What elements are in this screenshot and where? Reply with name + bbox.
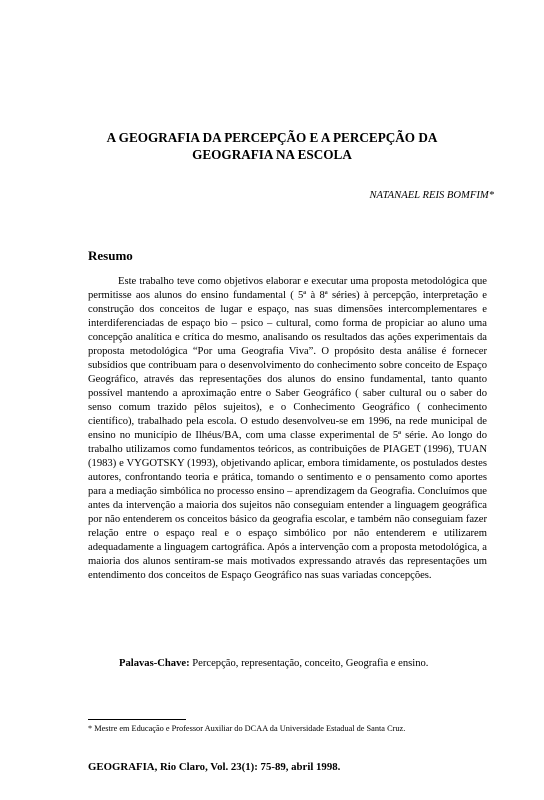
article-title [60, 129, 484, 163]
keywords [119, 657, 489, 671]
footnote-divider [88, 719, 186, 720]
keywords-text: Percepção, representação, conceito, Geografia e ensino. [192, 658, 429, 669]
article-title-line-2: GEOGRAFIA NA ESCOLA [192, 147, 352, 162]
keywords-label: Palavas-Chave: [119, 658, 190, 669]
journal-citation-footer: GEOGRAFIA, Rio Claro, Vol. 23(1): 75-89, abril 1998. [88, 761, 341, 773]
author-name: NATANAEL REIS BOMFIM* [369, 190, 494, 201]
footnote: * Mestre em Educação e Professor Auxiliar do DCAA da Universidade Estadual de Santa Cruz. [88, 724, 406, 733]
abstract-heading: Resumo [88, 248, 133, 263]
article-title-line-1: A GEOGRAFIA DA PERCEPÇÃO E A PERCEPÇÃO DA [106, 130, 438, 145]
abstract-body: Este trabalho teve como objetivos elaborar e executar uma proposta metodológica que permitisse aos alunos do ensino fundamental ( 5ª à 8ª séries) à percepção, interpretação e construção dos conceitos de lugar e espaço, nas suas dimensões intercomplementares e interdiferenciadas de espaço bio – psico – cultural, como forma de propiciar ao aluno uma concepção analítica e crítica do mesmo, analisando os resultados das ações experimentais da proposta metodológica “Por uma Geografia Viva”. O propósito desta análise é fornecer subsídios que contribuam para o desenvolvimento do conhecimento sobre conceito de Espaço Geográfico, através das representações dos alunos do ensino fundamental, tanto quanto possível mantendo a aproximação entre o Saber Geográfico ( saber cultural ou o saber do senso comum trazido pêlos sujeitos), e o Conhecimento Geográfico ( conhecimento científico), trabalhado pela escola. O estudo desenvolveu-se em 1996, na rede municipal de ensino no município de Ilhéus/BA, com uma classe experimental de 5ª série. Ao longo do trabalho utilizamos como fundamentos teóricos, as contribuições de PIAGET (1996), TUAN (1983) e VYGOTSKY (1993), objetivando aplicar, embora timidamente, os postulados destes autores, confrontando teoria e prática, tomando o sentimento e o pensamento como aportes para a mediação simbólica no processo ensino – aprendizagem da Geografia. Concluímos que antes da intervenção a maioria dos sujeitos não conseguiam entender a linguagem geográfica por não entenderem os conceitos básico da geografia escolar, e também não conseguiam fazer relação entre o espaço real e o espaço simbólico por não entenderem e utilizarem adequadamente a linguagem cartográfica. Após a intervenção com a proposta metodológica, a maioria dos alunos sentiram-se mais motivados expressando através das representações um entendimento dos conceitos de Espaço Geográfico nas suas variadas concepções. [88, 276, 487, 581]
